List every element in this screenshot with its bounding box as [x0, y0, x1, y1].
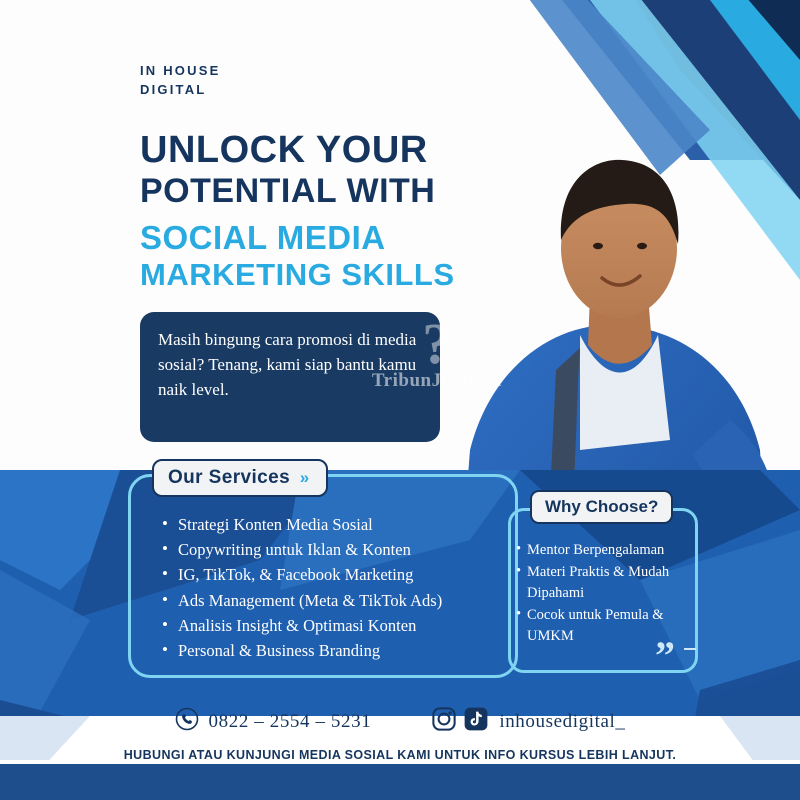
list-item: • Mentor Berpengalaman	[516, 540, 694, 561]
contact-row	[0, 706, 800, 738]
quote-mark-icon: ”	[655, 633, 675, 678]
services-title: Our Services	[168, 467, 291, 488]
brand-line-2: DIGITAL	[140, 81, 207, 97]
services-title-tab	[152, 459, 328, 497]
list-item: • Ads Management (Meta & TikTok Ads)	[160, 588, 520, 613]
why-choose-title: Why Choose?	[545, 497, 659, 516]
footer-strip	[0, 764, 800, 800]
brand-line-1: IN HOUSE	[140, 63, 221, 78]
headline-line-4: MARKETING SKILLS	[140, 256, 455, 292]
tiktok-icon[interactable]	[463, 706, 489, 738]
phone-contact[interactable]	[175, 707, 372, 737]
intro-text: Masih bingung cara promosi di media sosial? Tenang, kami siap bantu kamu naik level.	[158, 330, 417, 399]
headline-line-2: POTENTIAL WITH	[140, 172, 436, 211]
list-item: • IG, TikTok, & Facebook Marketing	[160, 562, 520, 587]
phone-icon	[175, 707, 199, 737]
list-item: • Copywriting untuk Iklan & Konten	[160, 537, 520, 562]
list-item: • Analisis Insight & Optimasi Konten	[160, 613, 520, 638]
services-list	[160, 512, 520, 663]
why-choose-title-tab	[530, 490, 673, 524]
intro-message-box	[140, 312, 440, 442]
headline-line-3: SOCIAL MEDIA	[140, 218, 386, 256]
list-item: • Cocok untuk Pemula & UMKM	[516, 605, 694, 647]
quote-dash-decoration	[684, 648, 696, 650]
brand-logo	[140, 62, 220, 100]
list-item: • Materi Praktis & Mudah Dipahami	[516, 562, 694, 604]
headline-line-1: UNLOCK YOUR	[140, 129, 428, 171]
watermark-text: TribunJualBeli	[371, 370, 503, 392]
headline	[140, 128, 560, 293]
tiktok-label: TikTok	[468, 725, 484, 731]
social-icons	[431, 706, 489, 738]
list-item: • Strategi Konten Media Sosial	[160, 512, 520, 537]
instagram-icon[interactable]	[431, 706, 457, 738]
list-item: • Personal & Business Branding	[160, 638, 520, 663]
instagram-handle: inhousedigital_	[499, 711, 626, 732]
watermark-mark: ?	[422, 311, 452, 376]
social-contact[interactable]	[431, 706, 625, 738]
footer-tagline: HUBUNGI ATAU KUNJUNGI MEDIA SOSIAL KAMI UNTUK INFO KURSUS LEBIH LANJUT.	[123, 748, 677, 762]
double-chevron-icon: »	[299, 468, 310, 487]
phone-number: 0822 – 2554 – 5231	[208, 711, 372, 732]
